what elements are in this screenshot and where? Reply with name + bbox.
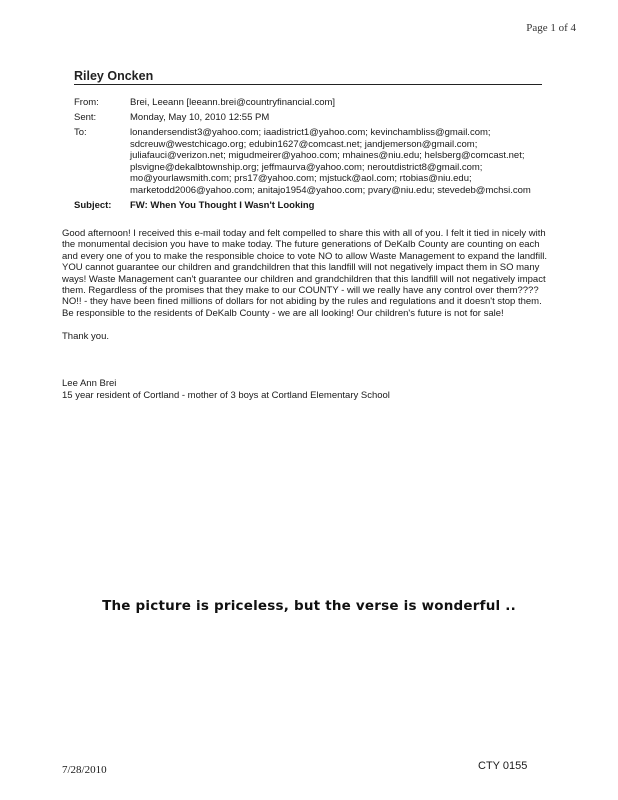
- sent-value: Monday, May 10, 2010 12:55 PM: [130, 112, 270, 123]
- email-body: [62, 228, 552, 355]
- footer-doc-id: CTY 0155: [478, 760, 528, 772]
- to-line: juliafauci@verizon.net; migudmeirer@yahoo.com; mhaines@niu.edu; helsberg@comcast.net;: [130, 150, 525, 162]
- sent-label: Sent:: [74, 112, 97, 123]
- to-recipients: [130, 127, 598, 197]
- footer-date: 7/28/2010: [62, 764, 107, 776]
- signature-name: Lee Ann Brei: [62, 378, 117, 389]
- to-line: lonandersendist3@yahoo.com; iaadistrict1@yahoo.com; kevinchambliss@gmail.com;: [130, 127, 491, 138]
- body-paragraph: Good afternoon! I received this e-mail today and felt compelled to share this with all of you. I felt it tied in nicely with the monumental decision you have to make today. The future generations of DeKalb County are counting on each and every one of you to make the responsible choice to vote NO to allow Waste Management to expand the landfill. YOU cannot guarantee our children and grandchildren that this landfill will not negatively impact them in SO many ways! Waste Management can't guarantee our children and grandchildren that this landfill will not negatively impact them. Regardless of the promises that they make to our COUNTY - will we really have any control over them???? NO!! - they have been fined millions of dollars for not abiding by the rules and regulations and it doesn't stop them. Be responsible to the residents of DeKalb County - we are all looking! Our children's future is not for sale!: [62, 228, 547, 319]
- to-line: sdcreuw@westchicago.org; edubin1627@comcast.net; jandjemerson@gmail.com;: [130, 138, 478, 150]
- from-value: Brei, Leeann [leeann.brei@countryfinancial.com]: [130, 97, 336, 108]
- signature-line: 15 year resident of Cortland - mother of 3 boys at Cortland Elementary School: [62, 390, 390, 401]
- subject-label: Subject:: [74, 200, 112, 211]
- header-divider: [74, 84, 542, 85]
- from-label: From:: [74, 97, 99, 108]
- to-label: To:: [74, 127, 87, 138]
- to-line: marketodd2006@yahoo.com; anitajo1954@yahoo.com; pvary@niu.edu; stevedeb@mchsi.com: [130, 184, 531, 196]
- verse-heading: The picture is priceless, but the verse is wonderful ..: [102, 598, 516, 614]
- to-line: plsvigne@dekalbtownship.org; jeffmaurva@yahoo.com; neroutdistrict8@gmail.com;: [130, 161, 483, 173]
- sender-name: Riley Oncken: [74, 69, 154, 83]
- to-line: mo@yourlawsmith.com; prs17@yahoo.com; mjstuck@aol.com; rtobias@niu.edu;: [130, 173, 472, 185]
- body-closing: Thank you.: [62, 331, 109, 343]
- subject-value: FW: When You Thought I Wasn't Looking: [130, 200, 315, 211]
- page-number: Page 1 of 4: [526, 22, 576, 34]
